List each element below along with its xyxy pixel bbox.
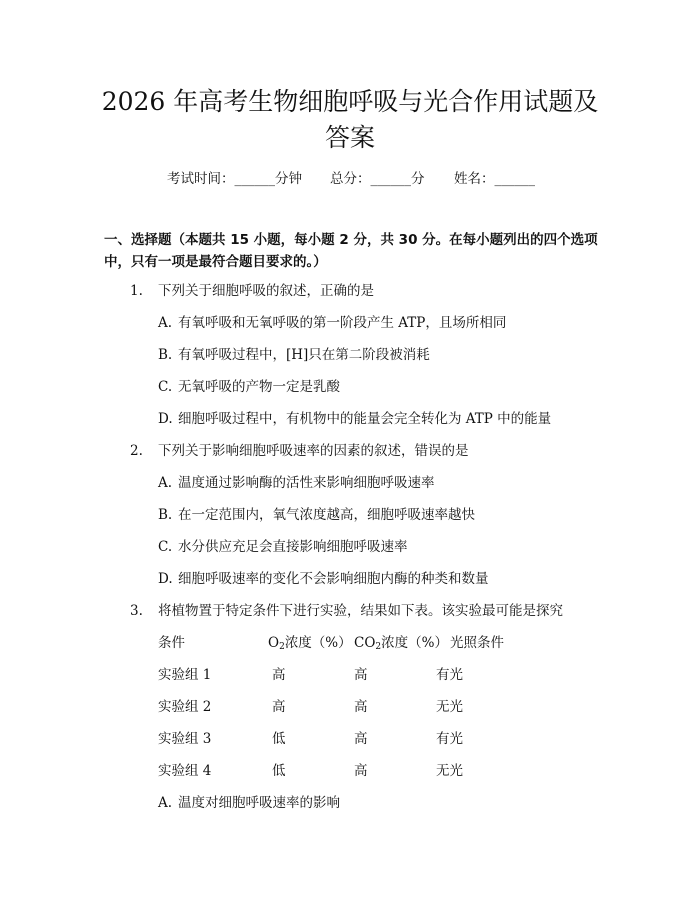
section-heading-line-2: 中，只有一项是最符合题目要求的。） [104, 254, 327, 270]
header-condition: 条件 [158, 635, 185, 651]
option-text: 无氧呼吸的产物一定是乳酸 [178, 379, 340, 395]
question-number: 1. [130, 283, 143, 299]
cell-o2: 高 [272, 667, 286, 683]
title-line-1: 2026 年高考生物细胞呼吸与光合作用试题及 [101, 87, 599, 116]
question-2-option-a [158, 474, 435, 492]
option-letter: A. [158, 795, 173, 811]
option-letter: D. [158, 571, 173, 587]
header-o2-concentration: $O_2$浓度（%） [268, 635, 352, 652]
cell-group: 实验组 2 [158, 699, 212, 715]
option-text: 有氧呼吸和无氧呼吸的第一阶段产生 ATP，且场所相同 [178, 315, 507, 331]
option-letter: C. [158, 379, 173, 395]
cell-o2: 低 [272, 731, 286, 747]
cell-group: 实验组 4 [158, 763, 212, 779]
option-letter: C. [158, 539, 173, 555]
total-score-label: 总分： [330, 171, 371, 187]
header-co2-concentration: $CO_2$浓度（%） [354, 635, 448, 652]
question-1-option-c [158, 378, 340, 396]
question-number: 2. [130, 443, 143, 459]
cell-o2: 低 [272, 763, 286, 779]
exam-time-unit: 分钟 [275, 171, 302, 187]
option-letter: B. [158, 347, 173, 363]
option-letter: B. [158, 507, 173, 523]
exam-time-label: 考试时间： [167, 171, 235, 187]
question-3-option-a [158, 794, 340, 812]
name-field [454, 170, 535, 188]
cell-co2: 高 [354, 763, 368, 779]
name-blank: ______ [494, 171, 535, 187]
option-text: 细胞呼吸过程中，有机物中的能量会完全转化为 ATP 中的能量 [178, 411, 552, 427]
section-heading [104, 229, 604, 273]
question-2-option-d [158, 570, 489, 588]
option-text: 细胞呼吸速率的变化不会影响细胞内酶的种类和数量 [178, 571, 489, 587]
total-score-field [330, 170, 425, 188]
total-score-unit: 分 [411, 171, 425, 187]
document-title [60, 84, 640, 156]
cell-light: 无光 [436, 699, 463, 715]
title-line-2: 答案 [324, 123, 375, 152]
option-text: 在一定范围内，氧气浓度越高，细胞呼吸速率越快 [178, 507, 475, 523]
question-stem: 下列关于细胞呼吸的叙述，正确的是 [158, 283, 374, 299]
question-2-option-c [158, 538, 408, 556]
question-stem: 下列关于影响细胞呼吸速率的因素的叙述，错误的是 [158, 443, 469, 459]
question-2-option-b [158, 506, 475, 524]
cell-o2: 高 [272, 699, 286, 715]
question-number: 3. [130, 603, 143, 619]
cell-light: 有光 [436, 667, 463, 683]
option-text: 有氧呼吸过程中，[H]只在第二阶段被消耗 [178, 347, 430, 363]
cell-co2: 高 [354, 667, 368, 683]
option-text: 温度对细胞呼吸速率的影响 [178, 795, 340, 811]
cell-co2: 高 [354, 699, 368, 715]
option-text: 水分供应充足会直接影响细胞呼吸速率 [178, 539, 408, 555]
exam-time-field [167, 170, 302, 188]
question-1-option-b [158, 346, 430, 364]
cell-light: 有光 [436, 731, 463, 747]
cell-co2: 高 [354, 731, 368, 747]
option-letter: A. [158, 475, 173, 491]
cell-group: 实验组 1 [158, 667, 212, 683]
total-score-blank: ______ [370, 171, 411, 187]
cell-group: 实验组 3 [158, 731, 212, 747]
option-letter: D. [158, 411, 173, 427]
section-heading-line-1: 一、选择题（本题共 15 小题，每小题 2 分，共 30 分。在每小题列出的四个选项 [104, 232, 598, 248]
question-stem: 将植物置于特定条件下进行实验，结果如下表。该实验最可能是探究 [158, 603, 563, 619]
exam-time-blank: ______ [234, 171, 275, 187]
option-text: 温度通过影响酶的活性来影响细胞呼吸速率 [178, 475, 435, 491]
header-light-condition: 光照条件 [450, 635, 504, 651]
question-1-option-a [158, 314, 506, 332]
option-letter: A. [158, 315, 173, 331]
question-1-option-d [158, 410, 551, 428]
cell-light: 无光 [436, 763, 463, 779]
name-label: 姓名： [454, 171, 495, 187]
